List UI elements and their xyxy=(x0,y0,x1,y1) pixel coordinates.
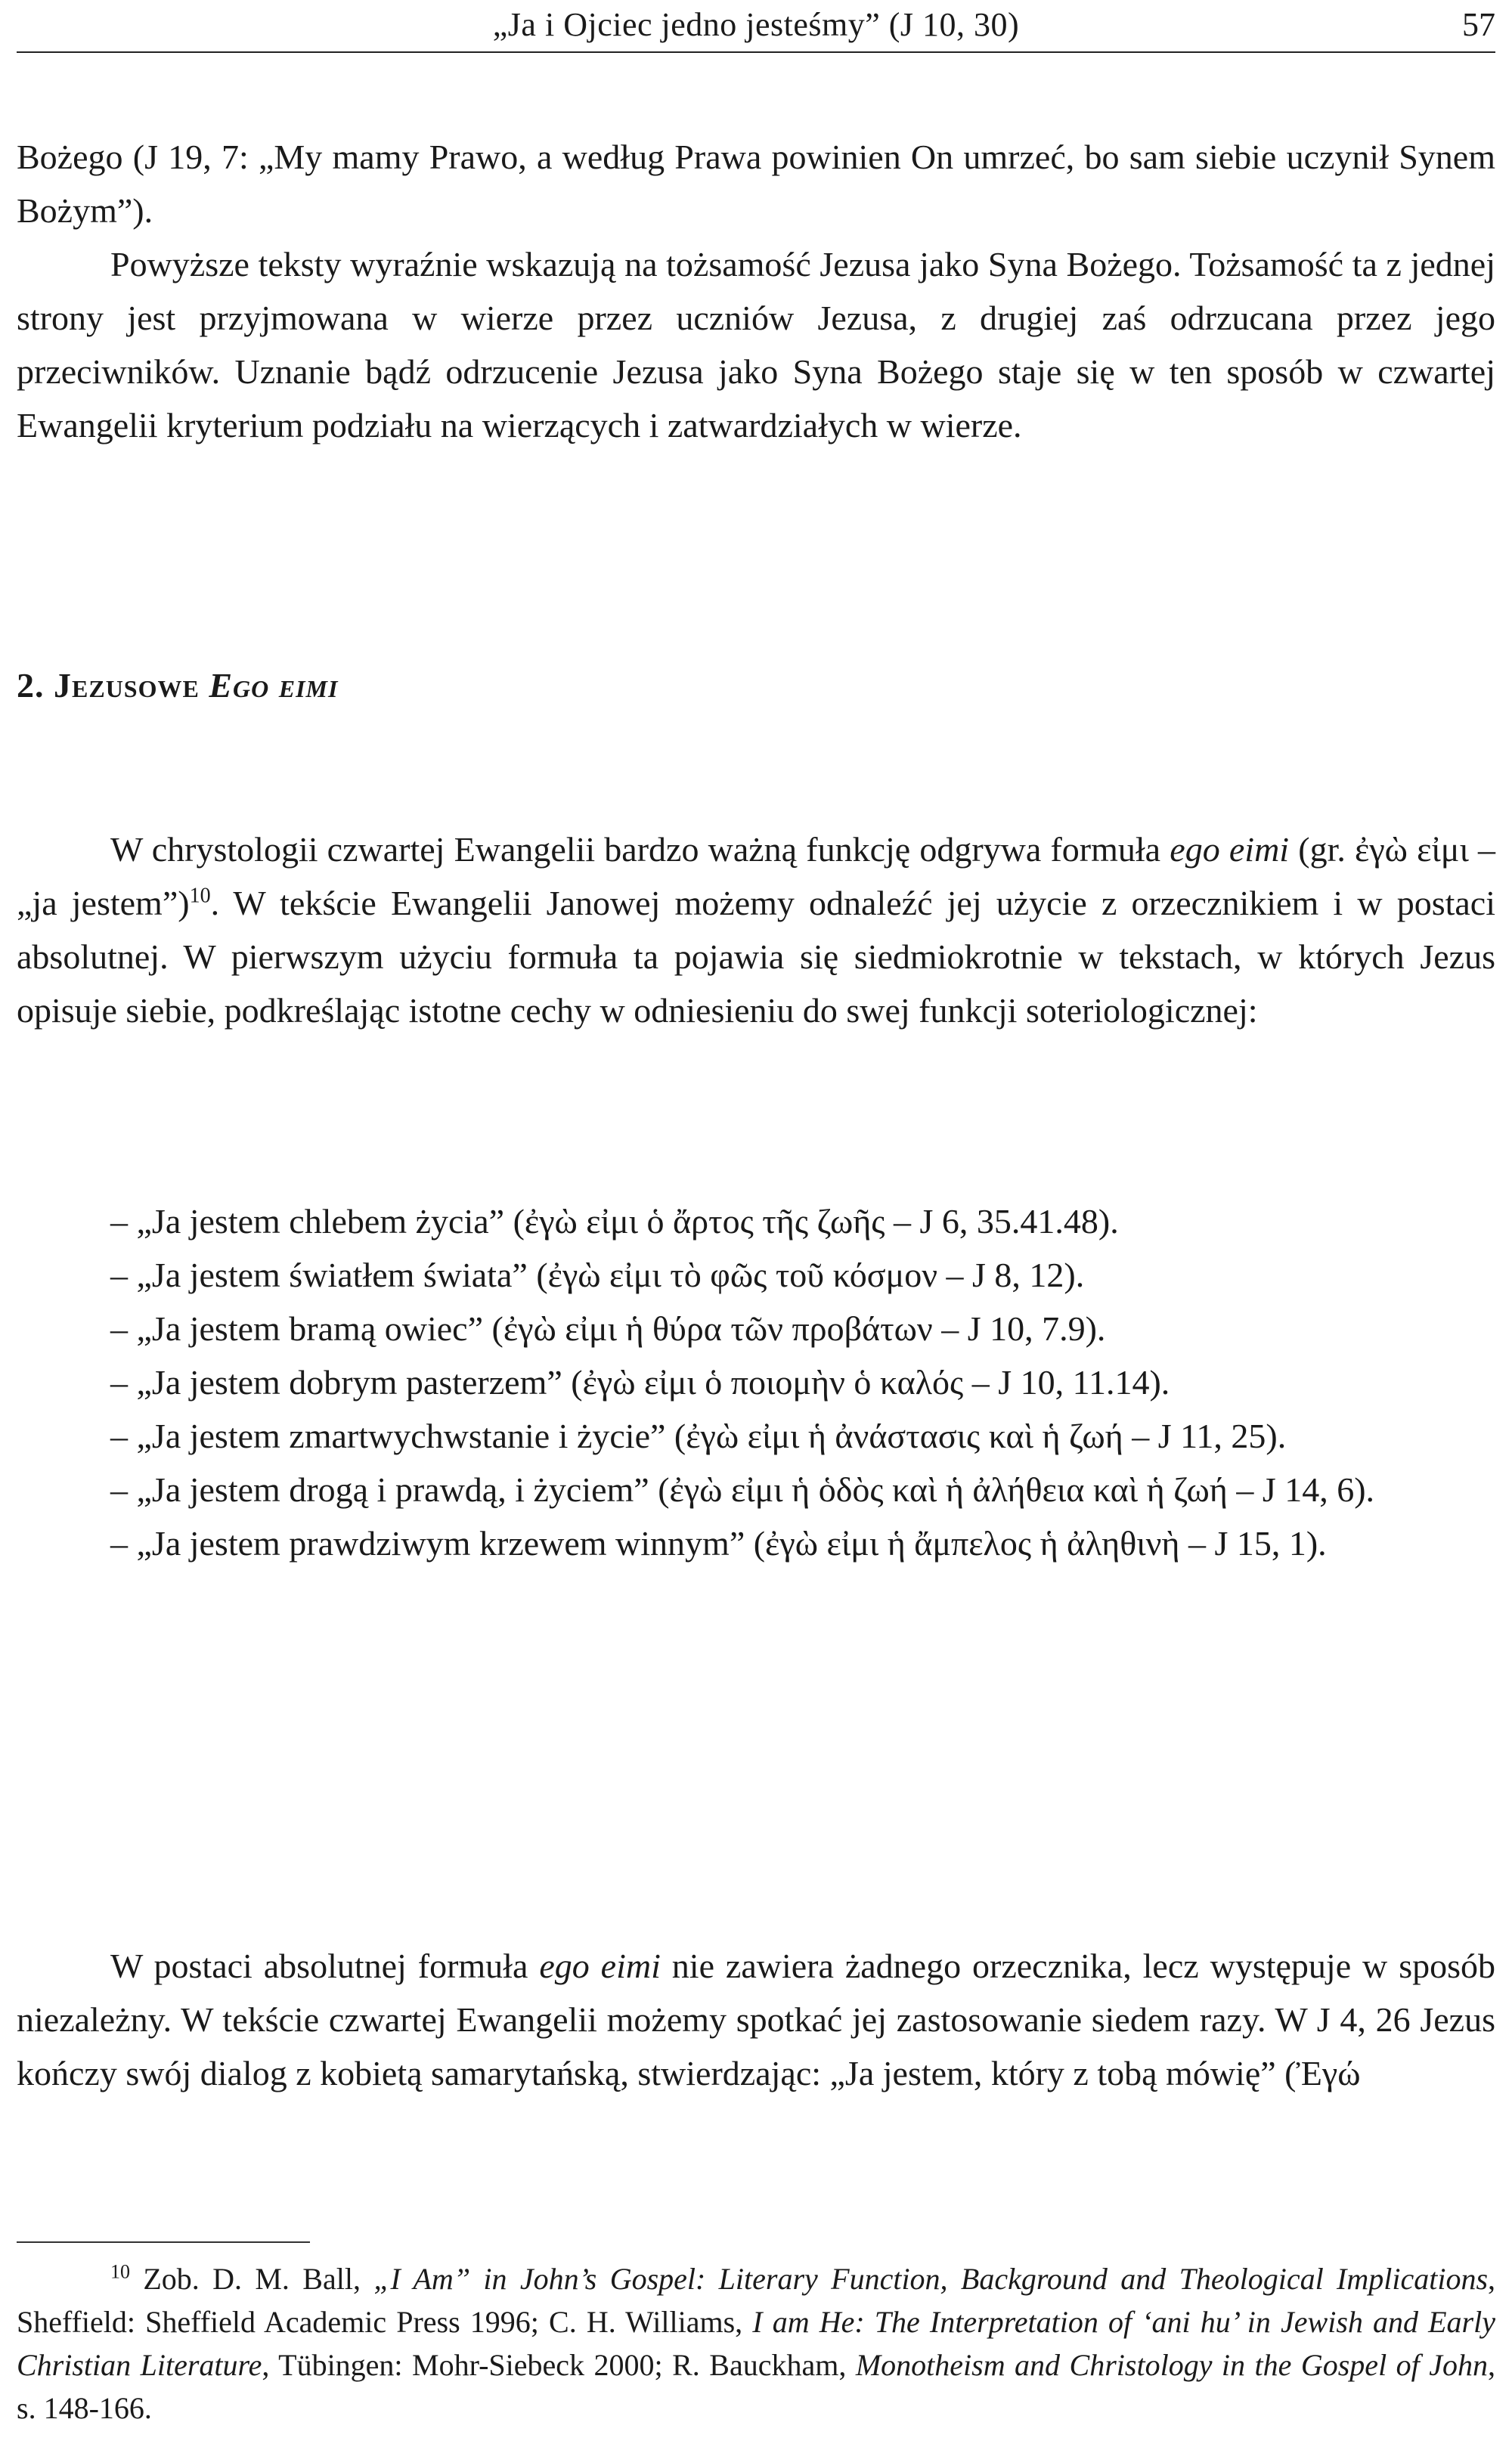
text-span: , Sheffield: Sheffield Academic Press 1996; C. H. Williams, xyxy=(17,2262,1496,2339)
footnote-rule xyxy=(17,2241,310,2243)
quote-item: – „Ja jestem zmartwychwstanie i życie” (ἐγὼ εἰμι ἡ ἀνάστασις καὶ ἡ ζωή – J 11, 25). xyxy=(110,1417,1287,1455)
christology-text xyxy=(17,822,1495,1037)
text-span: , s. 148-166. xyxy=(17,2348,1495,2425)
section-heading xyxy=(17,665,338,705)
section-number: 2. xyxy=(17,666,45,705)
italic-term: ego eimi xyxy=(539,1947,661,1985)
quote-item: – „Ja jestem dobrym pasterzem” (ἐγὼ εἰμι ὁ ποιομὴν ὁ καλός – J 10, 11.14). xyxy=(110,1363,1170,1402)
text-span: (gr. ἐγὼ εἰμι – „ja jestem”) xyxy=(17,830,1496,922)
quote-item: – „Ja jestem drogą i prawdą, i życiem” (ἐγὼ εἰμι ἡ ὁδὸς καὶ ἡ ἀλήθεια καὶ ἡ ζωή – J 14, 6). xyxy=(110,1470,1375,1509)
text-span: nie zawiera żadnego orzecznika, lecz występuje w sposób niezależny. W tekście czwartej Ewangelii możemy spotkać jej zastosowanie siedem razy. W J 4, 26 Jezus kończy swój dialog z kobietą samarytańską, stwierdzając: „Ja jestem, który z tobą mówię” (Ἐγώ xyxy=(17,1947,1496,2092)
paragraph-continuation: Bożego (J 19, 7: „My mamy Prawo, a według Prawa powinien On umrzeć, bo sam siebie uczynił Synem Bożym”). xyxy=(17,138,1495,230)
paragraph-formula xyxy=(17,822,1495,1037)
quote-item: – „Ja jestem bramą owiec” (ἐγὼ εἰμι ἡ θύρα τῶν προβάτων – J 10, 7.9). xyxy=(110,1309,1106,1348)
book-title: „I Am” in John’s Gospel: Literary Function, Background and Theological Implications xyxy=(373,2262,1489,2296)
paragraph-identity: Powyższe teksty wyraźnie wskazują na tożsamość Jezusa jako Syna Bożego. Tożsamość ta z jednej strony jest przyjmowana w wierze przez uczniów Jezusa, z drugiej zaś odrzucana przez jego przeciwników. Uznanie bądź odrzucenie Jezusa jako Syna Bożego staje się w ten sposób w czwartej Ewangelii kryterium podziału na wierzących i zatwardziałych w wierze. xyxy=(17,245,1495,445)
quote-item: – „Ja jestem chlebem życia” (ἐγὼ εἰμι ὁ ἄρτος τῆς ζωῆς – J 6, 35.41.48). xyxy=(110,1202,1119,1241)
footnote-text xyxy=(17,2257,1495,2430)
text-span: W chrystologii czwartej Ewangelii bardzo ważną funkcję odgrywa formuła xyxy=(110,830,1161,869)
text-span: . W tekście Ewangelii Janowej możemy odnaleźć jej użycie z orzecznikiem i w postaci absolutnej. W pierwszym użyciu formuła ta pojawia się siedmiokrotnie w tekstach, w których Jezus opisuje siebie, podkreślając istotne cechy w odniesieniu do swej funkcji soteriologicznej: xyxy=(17,884,1495,1030)
book-title: I am He: The Interpretation of ‘ani hu’ in Jewish and Early Christian Literature xyxy=(17,2305,1495,2382)
footnote-number: 10 xyxy=(110,2260,130,2283)
section-title-italic: Ego eimi xyxy=(209,666,339,705)
italic-term: ego eimi xyxy=(1170,830,1290,869)
quote-item: – „Ja jestem światłem świata” (ἐγὼ εἰμι τὸ φῶς τοῦ κόσμον – J 8, 12). xyxy=(110,1256,1085,1294)
section-title-plain: Jezusowe xyxy=(54,666,200,705)
paragraph-absolute xyxy=(17,1939,1495,2100)
running-head-title: „Ja i Ojciec jedno jesteśmy” (J 10, 30) xyxy=(492,5,1020,43)
absolute-form-text xyxy=(17,1939,1495,2100)
quote-item: – „Ja jestem prawdziwym krzewem winnym” (ἐγὼ εἰμι ἡ ἄμπελος ἡ ἀληθινὴ – J 15, 1). xyxy=(110,1524,1327,1563)
footnote-ref: 10 xyxy=(189,884,211,908)
page-number: 57 xyxy=(1462,5,1495,43)
text-span: Zob. D. M. Ball, xyxy=(143,2262,361,2296)
header-rule xyxy=(17,51,1495,53)
opening-text xyxy=(17,130,1495,452)
text-span: , Tübingen: Mohr-Siebeck 2000; R. Bauckham, xyxy=(262,2348,847,2382)
book-title: Monotheism and Christology in the Gospel of John xyxy=(855,2348,1488,2382)
quote-list xyxy=(17,1194,1495,1570)
text-span: W postaci absolutnej formuła xyxy=(110,1947,528,1985)
running-head xyxy=(17,0,1495,48)
footnote xyxy=(17,2257,1495,2430)
